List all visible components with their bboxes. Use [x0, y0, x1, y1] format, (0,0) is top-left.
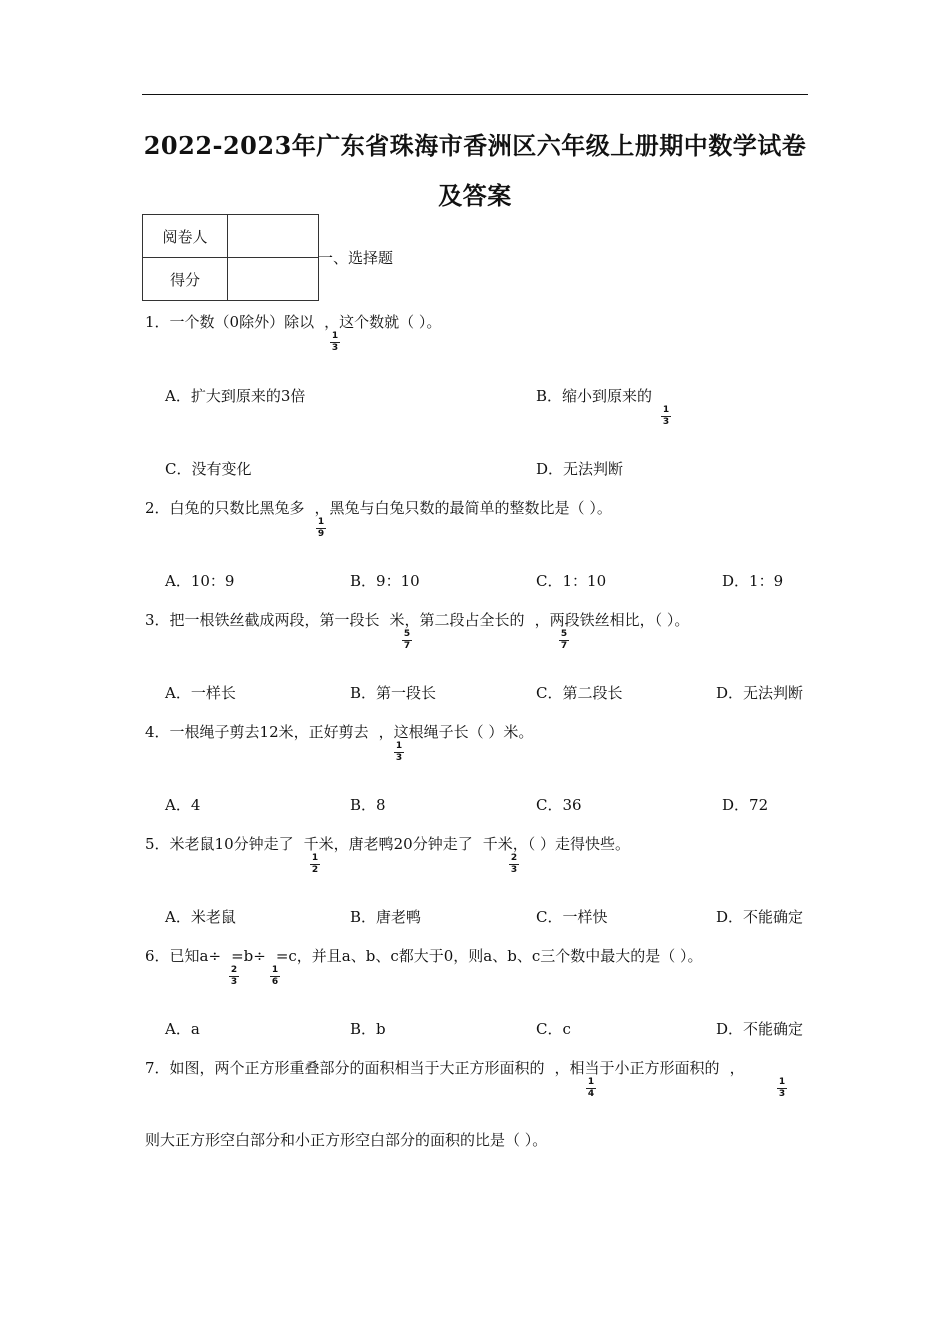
option-c: C．没有变化	[165, 460, 252, 478]
page-title: 2022-2023年广东省珠海市香洲区六年级上册期中数学试卷	[143, 131, 807, 160]
question-5: 5．米老鼠10分钟走了 千米，唐老鸭20分钟走了 千米，（ ）走得快些。	[145, 835, 631, 853]
option-a: A．扩大到原来的3倍	[165, 387, 306, 405]
option-a: A．10：9	[165, 572, 235, 590]
option-c: C．第二段长	[536, 684, 623, 702]
option-a: A．4	[165, 796, 201, 814]
option-d: D．无法判断	[716, 684, 804, 702]
option-a: A．a	[165, 1020, 200, 1038]
option-d: D．不能确定	[716, 908, 804, 926]
score-cell	[228, 258, 319, 301]
option-d: D．不能确定	[716, 1020, 804, 1038]
option-a: A．米老鼠	[165, 908, 236, 926]
question-7: 7．如图，两个正方形重叠部分的面积相当于大正方形面积的 ，相当于小正方形面积的 ，	[145, 1059, 745, 1077]
option-c: C．一样快	[536, 908, 608, 926]
option-d: D．1：9	[722, 572, 784, 590]
question-6: 6．已知a÷ =b÷ =c，并且a、b、c都大于0，则a、b、c三个数中最大的是（ ）。	[145, 947, 703, 965]
question-3: 3．把一根铁丝截成两段，第一段长 米，第二段占全长的 ，两段铁丝相比，（ ）。	[145, 611, 690, 629]
fraction: 1 4	[587, 1077, 595, 1099]
option-a: A．一样长	[165, 684, 236, 702]
fraction: 1 9	[317, 517, 325, 539]
fraction: 1 2	[311, 853, 319, 875]
fraction: 2 3	[510, 853, 518, 875]
option-c: C．36	[536, 796, 582, 814]
question-7-continuation: 则大正方形空白部分和小正方形空白部分的面积的比是（ ）。	[145, 1131, 548, 1149]
header-rule	[142, 94, 808, 95]
page-title-line2: 及答案	[438, 181, 512, 210]
question-4: 4．一根绳子剪去12米，正好剪去 ，这根绳子长（ ）米。	[145, 723, 534, 741]
section-heading: 一、选择题	[318, 249, 394, 267]
score-table	[142, 214, 319, 301]
fraction: 1 3	[662, 405, 670, 427]
fraction: 2 3	[230, 965, 238, 987]
fraction: 5 7	[403, 629, 411, 651]
option-d: D．无法判断	[536, 460, 624, 478]
score-label: 得分	[143, 258, 228, 301]
option-b: B．9：10	[350, 572, 420, 590]
option-d: D．72	[722, 796, 769, 814]
reviewer-cell	[228, 215, 319, 258]
fraction: 1 6	[271, 965, 279, 987]
option-c: C．c	[536, 1020, 571, 1038]
option-b: B．缩小到原来的	[536, 387, 653, 405]
reviewer-label: 阅卷人	[143, 215, 228, 258]
option-b: B．唐老鸭	[350, 908, 422, 926]
option-c: C．1：10	[536, 572, 607, 590]
question-1: 1．一个数（0除外）除以 ，这个数就（ ）。	[145, 313, 442, 331]
fraction: 5 7	[560, 629, 568, 651]
fraction: 1 3	[395, 741, 403, 763]
option-b: B．第一段长	[350, 684, 437, 702]
question-2: 2．白兔的只数比黑兔多 ，黑兔与白兔只数的最简单的整数比是（ ）。	[145, 499, 612, 517]
option-b: B．b	[350, 1020, 386, 1038]
fraction: 1 3	[778, 1077, 786, 1099]
fraction: 1 3	[331, 331, 339, 353]
option-b: B．8	[350, 796, 386, 814]
